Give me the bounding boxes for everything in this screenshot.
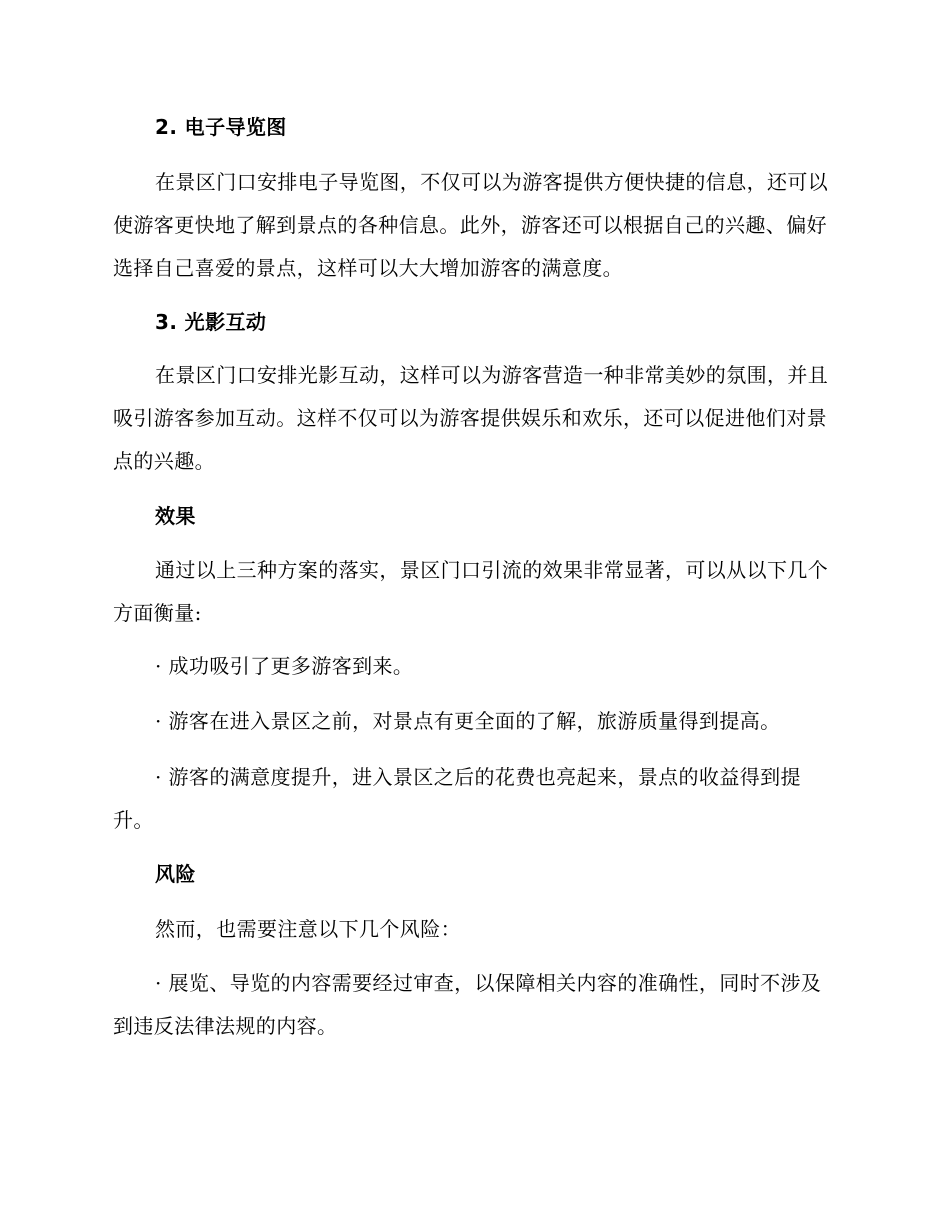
paragraph-risks-intro: 然而，也需要注意以下几个风险： [155,917,461,941]
section-heading-light-interaction: 3. 光影互动 [155,310,267,334]
bullet-effect-2: · 游客在进入景区之前，对景点有更全面的了解，旅游质量得到提高。 [155,709,781,733]
paragraph-electronic-guide: 在景区门口安排电子导览图，不仅可以为游客提供方便快捷的信息，还可以使游客更快地了解到景点的各种信息。此外，游客还可以根据自己的兴趣、偏好选择自己喜爱的景点，这样可以大大增加游客的满意度。 [113,170,829,280]
paragraph-effects-intro: 通过以上三种方案的落实，景区门口引流的效果非常显著，可以从以下几个方面衡量: [113,558,829,625]
bullet-effect-3: · 游客的满意度提升，进入景区之后的花费也亮起来，景点的收益得到提升。 [113,765,801,832]
paragraph-light-interaction: 在景区门口安排光影互动，这样可以为游客营造一种非常美妙的氛围，并且吸引游客参加互动。这样不仅可以为游客提供娱乐和欢乐，还可以促进他们对景点的兴趣。 [113,363,829,473]
section-heading-electronic-guide: 2. 电子导览图 [155,115,287,139]
bullet-risk-1: · 展览、导览的内容需要经过审查，以保障相关内容的准确性，同时不涉及到违反法律法规的内容。 [113,971,822,1038]
bullet-effect-1: · 成功吸引了更多游客到来。 [155,654,414,678]
section-heading-risks: 风险 [155,862,196,886]
section-heading-effects: 效果 [155,504,196,528]
